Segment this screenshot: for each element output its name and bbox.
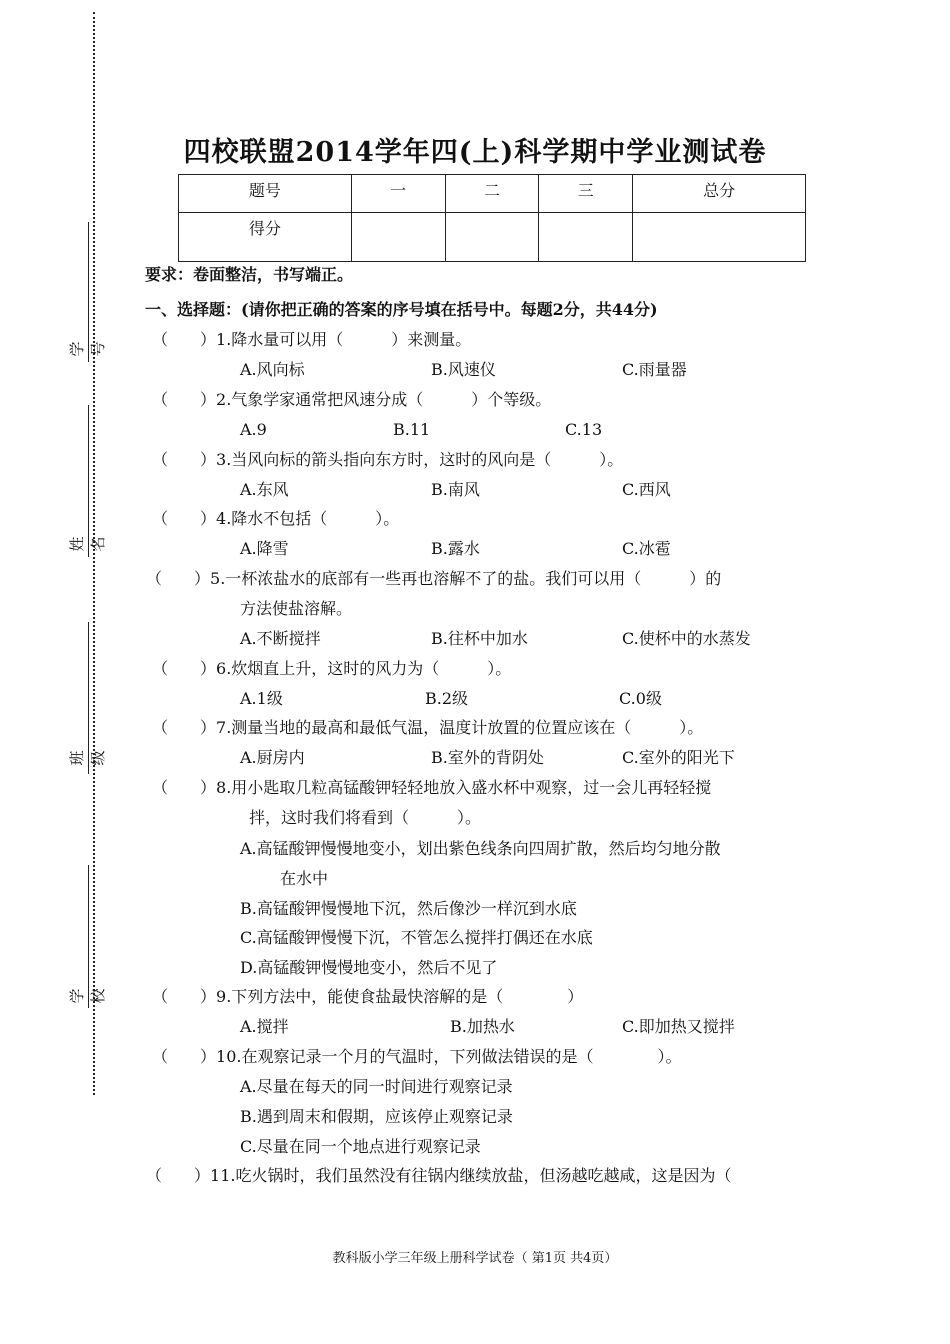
question-1 (152, 329, 471, 351)
question-4 (152, 508, 399, 530)
answer-blank[interactable]: （ ） (152, 450, 217, 469)
score-table-score-row (179, 213, 806, 262)
question-text: 6.炊烟直上升，这时的风力为（ ）。 (216, 659, 512, 678)
school-label: 学校 (68, 988, 107, 1004)
question-11 (146, 1165, 731, 1187)
option-c: C.西风 (622, 480, 671, 499)
option-a: A.9 (240, 420, 267, 439)
page-title: 四校联盟2014学年四(上)科学期中学业测试卷 (183, 137, 767, 168)
option-b: B.高锰酸钾慢慢地下沉，然后像沙一样沉到水底 (240, 899, 577, 918)
question-text: 11.吃火锅时，我们虽然没有往锅内继续放盐，但汤越吃越咸，这是因为（ (210, 1166, 732, 1185)
option-a-continued: 在水中 (280, 869, 329, 888)
question-10 (152, 1046, 681, 1068)
score-table-header-row (179, 175, 806, 213)
question-text: 2.气象学家通常把风速分成（ ）个等级。 (216, 390, 552, 409)
answer-blank[interactable]: （ ） (152, 659, 217, 678)
option-b: B.露水 (431, 539, 480, 558)
question-text: 9.下列方法中，能使食盐最快溶解的是（ ） (216, 987, 584, 1006)
score-table (178, 174, 806, 262)
option-b: B.室外的背阴处 (431, 748, 544, 767)
question-5 (146, 568, 721, 590)
option-c: C.即加热又搅拌 (622, 1017, 735, 1036)
question-6 (152, 658, 511, 680)
student-name-label: 姓名 (68, 536, 107, 552)
question-7 (152, 717, 703, 739)
question-8 (152, 777, 711, 799)
option-b: B.11 (393, 420, 431, 439)
option-a: A.东风 (240, 480, 289, 499)
option-b: B.加热水 (450, 1017, 515, 1036)
question-text: 4.降水不包括（ ）。 (216, 509, 400, 528)
score-header-cell: 总分 (633, 175, 806, 213)
question-text: 7.测量当地的最高和最低气温，温度计放置的位置应该在（ ）。 (216, 718, 704, 737)
option-c: C.室外的阳光下 (622, 748, 735, 767)
option-a: A.1级 (240, 689, 283, 708)
score-cell-section-1[interactable] (351, 213, 445, 262)
option-b: B.2级 (425, 689, 469, 708)
question-text: 1.降水量可以用（ ）来测量。 (216, 330, 472, 349)
score-header-cell: 题号 (179, 175, 352, 213)
option-a: A.不断搅拌 (240, 629, 321, 648)
answer-blank[interactable]: （ ） (152, 778, 217, 797)
answer-blank[interactable]: （ ） (152, 718, 217, 737)
score-header-cell: 一 (351, 175, 445, 213)
score-cell-total[interactable] (633, 213, 806, 262)
binding-margin-dotted-line (93, 12, 95, 1095)
class-label: 班级 (68, 750, 107, 766)
score-header-cell: 三 (539, 175, 633, 213)
option-a: A.降雪 (240, 539, 289, 558)
option-b: B.南风 (431, 480, 480, 499)
question-text: 10.在观察记录一个月的气温时，下列做法错误的是（ ）。 (216, 1047, 682, 1066)
option-c: C.雨量器 (622, 360, 687, 379)
option-a: A.风向标 (240, 360, 305, 379)
option-c: C.0级 (619, 689, 662, 708)
question-text: 5.一杯浓盐水的底部有一些再也溶解不了的盐。我们可以用（ ）的 (210, 569, 722, 588)
answer-blank[interactable]: （ ） (152, 1047, 217, 1066)
option-b: B.风速仪 (431, 360, 496, 379)
answer-blank[interactable]: （ ） (152, 330, 217, 349)
option-c: C.使杯中的水蒸发 (622, 629, 751, 648)
option-c: C.冰雹 (622, 539, 671, 558)
option-c: C.13 (565, 420, 603, 439)
answer-blank[interactable]: （ ） (146, 1166, 211, 1185)
option-a: A.厨房内 (240, 748, 305, 767)
option-c: C.高锰酸钾慢慢下沉，不管怎么搅拌打偶还在水底 (240, 928, 593, 947)
answer-blank[interactable]: （ ） (152, 509, 217, 528)
answer-blank[interactable]: （ ） (146, 569, 211, 588)
answer-blank[interactable]: （ ） (152, 987, 217, 1006)
student-id-label: 学号 (68, 341, 107, 357)
score-cell-section-3[interactable] (539, 213, 633, 262)
option-b: B.遇到周末和假期，应该停止观察记录 (240, 1107, 513, 1126)
answer-blank[interactable]: （ ） (152, 390, 217, 409)
score-row-label: 得分 (179, 213, 352, 262)
question-9 (152, 986, 583, 1008)
requirement-text: 要求：卷面整洁，书写端正。 (145, 265, 354, 284)
option-c: C.尽量在同一个地点进行观察记录 (240, 1137, 481, 1156)
option-d: D.高锰酸钾慢慢地变小，然后不见了 (240, 958, 498, 977)
score-header-cell: 二 (445, 175, 539, 213)
question-2 (152, 389, 551, 411)
option-a: A.高锰酸钾慢慢地变小，划出紫色线条向四周扩散，然后均匀地分散 (240, 839, 721, 858)
page-footer: 教科版小学三年级上册科学试卷（ 第1页 共4页） (332, 1251, 618, 1266)
option-b: B.往杯中加水 (431, 629, 528, 648)
question-3 (152, 449, 623, 471)
section-1-heading: 一、选择题：(请你把正确的答案的序号填在括号中。每题2分，共44分) (145, 300, 658, 319)
question-text: 8.用小匙取几粒高锰酸钾轻轻地放入盛水杯中观察，过一会儿再轻轻搅 (216, 778, 712, 797)
question-text-continued: 方法使盐溶解。 (240, 599, 353, 618)
option-a: A.搅拌 (240, 1017, 289, 1036)
question-text-continued: 拌，这时我们将看到（ ）。 (249, 808, 482, 827)
question-text: 3.当风向标的箭头指向东方时，这时的风向是（ ）。 (216, 450, 624, 469)
score-cell-section-2[interactable] (445, 213, 539, 262)
option-a: A.尽量在每天的同一时间进行观察记录 (240, 1077, 513, 1096)
